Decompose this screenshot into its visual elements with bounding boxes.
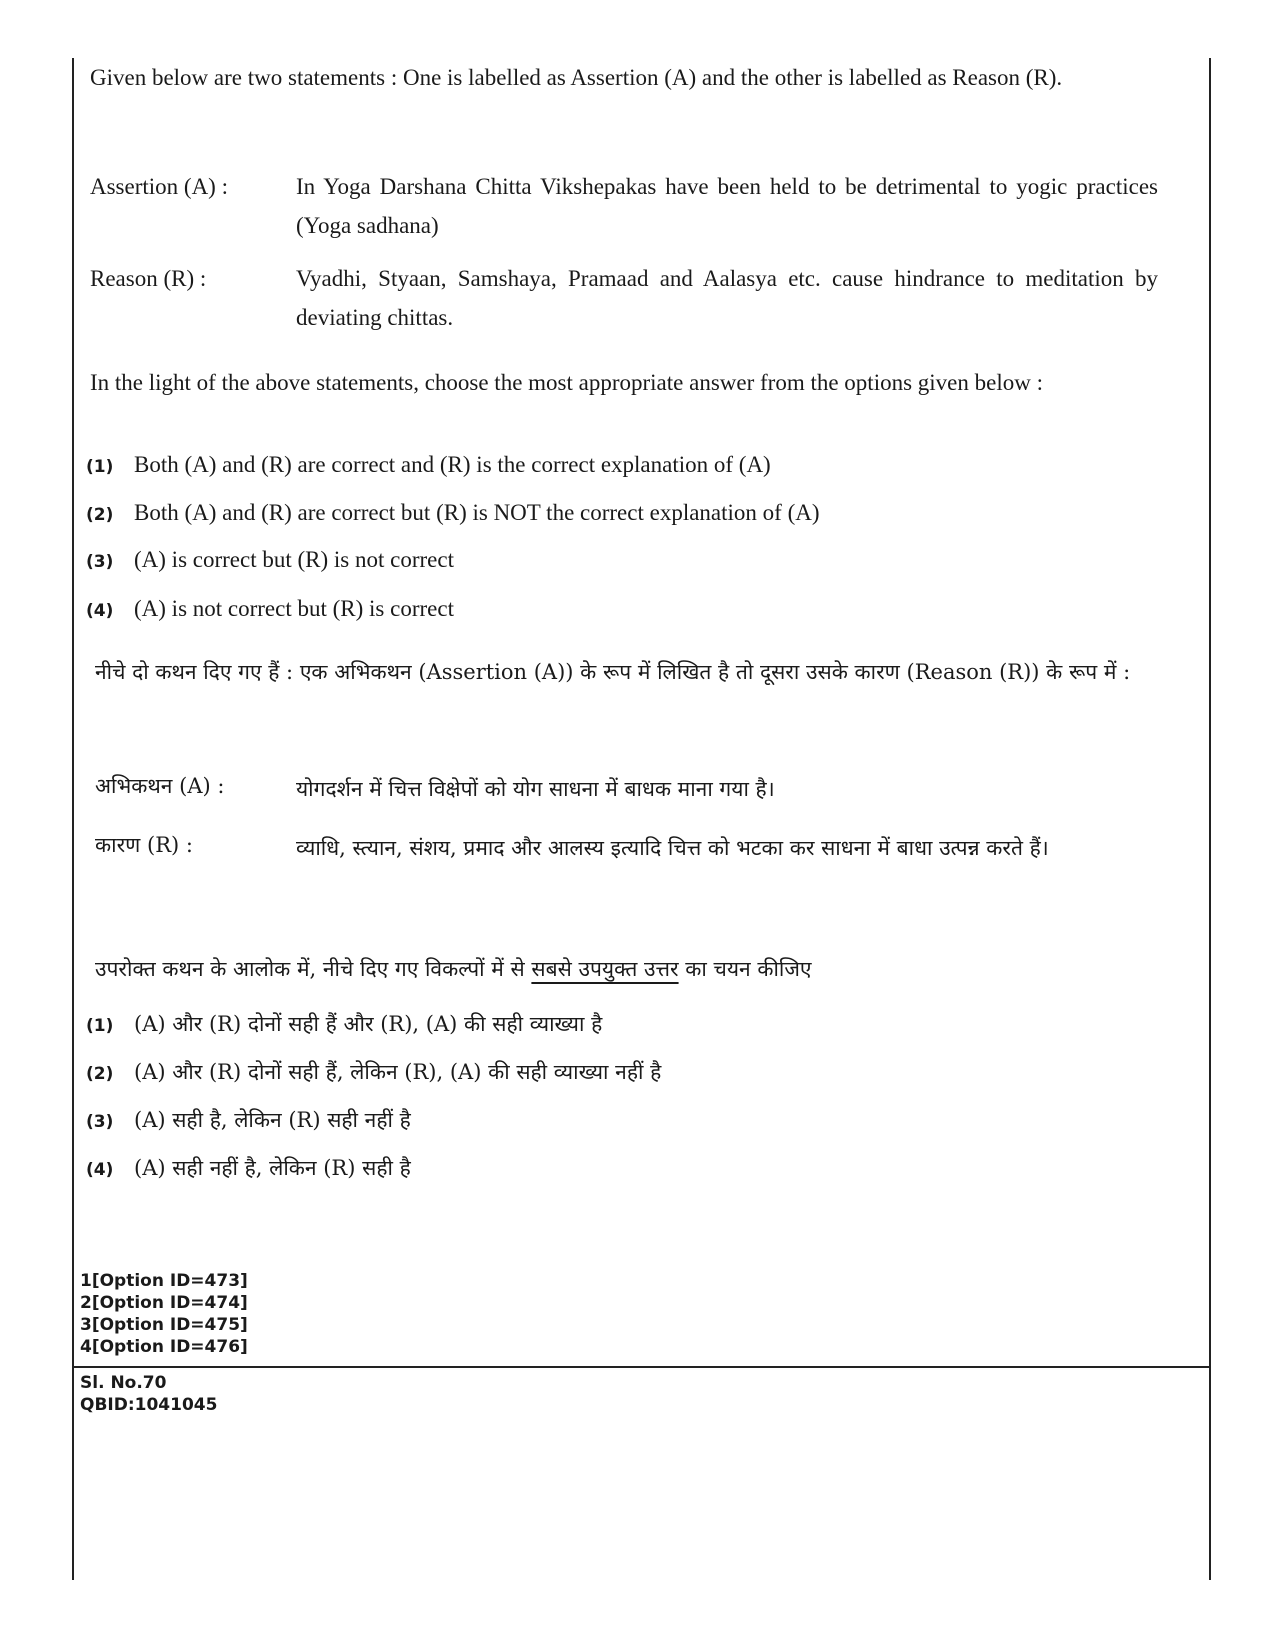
hindi-reason-label: कारण (R) : <box>95 833 193 857</box>
right-border-line <box>1209 58 1211 1580</box>
option-text: (A) और (R) दोनों सही हैं, लेकिन (R), (A) की सही व्याख्या नहीं है <box>134 1060 662 1084</box>
option-text: Both (A) and (R) are correct but (R) is NOT the correct explanation of (A) <box>134 500 820 525</box>
hindi-instruction <box>95 947 1163 991</box>
option-number: (2) <box>86 505 114 525</box>
option-text: (A) सही है, लेकिन (R) सही नहीं है <box>134 1108 411 1132</box>
assertion-label: Assertion (A) : <box>90 174 228 199</box>
assertion-text: In Yoga Darshana Chitta Vikshepakas have been held to be detrimental to yogic practices (Yoga sadhana) <box>296 174 1158 238</box>
option-number: (3) <box>86 1112 114 1132</box>
reason-label: Reason (R) : <box>90 266 207 291</box>
option-number: (2) <box>86 1064 114 1084</box>
option-id-1: 1[Option ID=473] <box>80 1271 248 1291</box>
option-text: Both (A) and (R) are correct and (R) is the correct explanation of (A) <box>134 452 771 477</box>
hindi-option-3[interactable] <box>86 1106 411 1134</box>
hindi-option-4[interactable] <box>86 1154 411 1182</box>
option-text: (A) is correct but (R) is not correct <box>134 547 454 572</box>
left-border-line <box>72 58 74 1580</box>
reason-text: Vyadhi, Styaan, Samshaya, Pramaad and Aalasya etc. cause hindrance to meditation by deviating chittas. <box>296 266 1158 330</box>
english-option-1[interactable] <box>86 452 771 478</box>
option-number: (3) <box>86 552 114 572</box>
instruction-post: का चयन कीजिए <box>678 957 812 981</box>
option-text: (A) और (R) दोनों सही हैं और (R), (A) की सही व्याख्या है <box>134 1012 603 1036</box>
english-option-3[interactable] <box>86 547 454 573</box>
english-option-2[interactable] <box>86 500 820 526</box>
question-divider <box>72 1366 1211 1368</box>
serial-number: Sl. No.70 <box>80 1373 167 1393</box>
option-id-2: 2[Option ID=474] <box>80 1293 248 1313</box>
option-number: (4) <box>86 601 114 621</box>
english-instruction: In the light of the above statements, choose the most appropriate answer from the options given below : <box>90 370 1043 395</box>
hindi-assertion-label: अभिकथन (A) : <box>95 774 225 798</box>
english-intro: Given below are two statements : One is labelled as Assertion (A) and the other is labelled as Reason (R). <box>90 65 1063 90</box>
instruction-pre: उपरोक्त कथन के आलोक में, नीचे दिए गए विकल्पों में से <box>95 957 532 981</box>
option-id-4: 4[Option ID=476] <box>80 1337 248 1357</box>
english-option-4[interactable] <box>86 596 454 622</box>
option-number: (4) <box>86 1160 114 1180</box>
hindi-assertion-text: योगदर्शन में चित्त विक्षेपों को योग साधना में बाधक माना गया है। <box>296 777 775 801</box>
option-number: (1) <box>86 1016 114 1036</box>
hindi-intro: नीचे दो कथन दिए गए हैं : एक अभिकथन (Assertion (A)) के रूप में लिखित है तो दूसरा उसके कारण (Reason (R)) के रूप में : <box>95 660 1131 684</box>
option-text: (A) सही नहीं है, लेकिन (R) सही है <box>134 1156 411 1180</box>
option-number: (1) <box>86 457 114 477</box>
instruction-underlined: सबसे उपयुक्त उत्तर <box>531 957 679 981</box>
question-bank-id: QBID:1041045 <box>80 1395 218 1415</box>
hindi-reason-text: व्याधि, स्त्यान, संशय, प्रमाद और आलस्य इत्यादि चित्त को भटका कर साधना में बाधा उत्पन्न करते हैं। <box>296 836 1049 860</box>
hindi-option-1[interactable] <box>86 1010 602 1038</box>
hindi-option-2[interactable] <box>86 1058 661 1086</box>
option-text: (A) is not correct but (R) is correct <box>134 596 454 621</box>
option-id-3: 3[Option ID=475] <box>80 1315 248 1335</box>
